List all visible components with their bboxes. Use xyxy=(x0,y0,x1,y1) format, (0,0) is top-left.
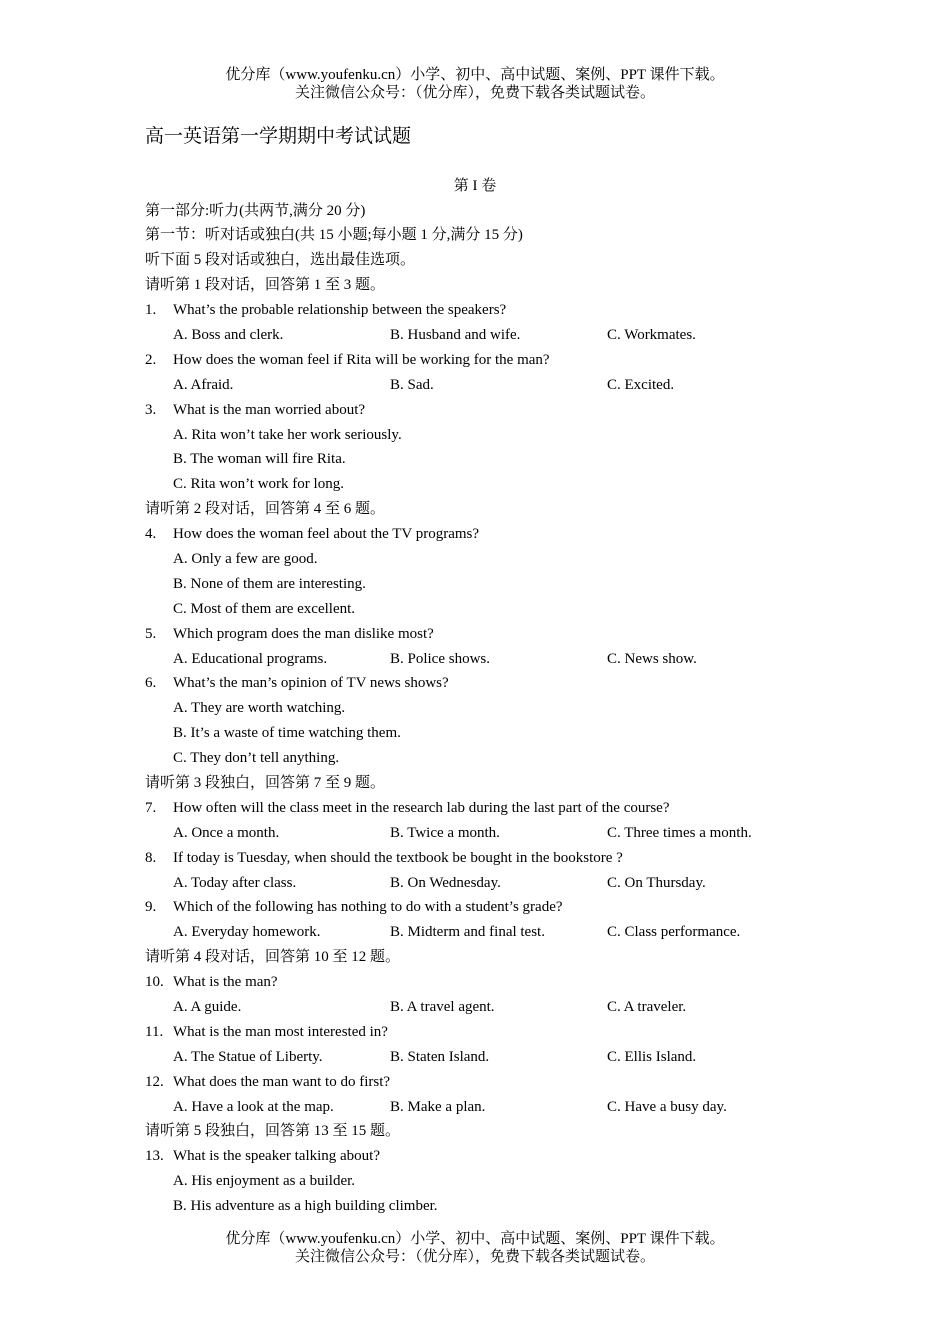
question-number: 11. xyxy=(145,1023,164,1040)
header-line-1: 优分库（www.youfenku.cn）小学、初中、高中试题、案例、PPT 课件下载。 xyxy=(225,66,725,83)
question-6 xyxy=(145,671,845,696)
option-row xyxy=(145,1169,845,1194)
question-number: 8. xyxy=(145,849,157,866)
option-row xyxy=(145,547,845,572)
option-a: A. Educational programs. xyxy=(173,650,328,667)
option-c: C. Most of them are excellent. xyxy=(173,600,356,617)
group-intro-text: 请听第 1 段对话，回答第 1 至 3 题。 xyxy=(145,277,386,294)
question-5-options xyxy=(145,647,845,672)
option-row xyxy=(145,597,845,622)
group-intro xyxy=(145,945,845,970)
option-row xyxy=(145,447,845,472)
instruction xyxy=(145,248,845,273)
question-number: 12. xyxy=(145,1073,164,1090)
option-b: B. Sad. xyxy=(390,376,434,393)
option-c: C. Workmates. xyxy=(607,326,696,343)
option-b: B. Husband and wife. xyxy=(390,326,521,343)
option-b: B. It’s a waste of time watching them. xyxy=(173,725,401,742)
question-7-options xyxy=(145,821,845,846)
exam-content xyxy=(145,199,845,1220)
section-heading-text: 第一节：听对话或独白(共 15 小题;每小题 1 分,满分 15 分) xyxy=(145,227,523,244)
question-9-options xyxy=(145,920,845,945)
question-text: What is the man? xyxy=(173,974,278,991)
option-a: A. Only a few are good. xyxy=(173,550,318,567)
question-8-options xyxy=(145,871,845,896)
question-number: 6. xyxy=(145,675,157,692)
option-a: A. A guide. xyxy=(173,999,242,1015)
option-c: C. Rita won’t work for long. xyxy=(173,476,344,493)
question-text: Which of the following has nothing to do with a student’s grade? xyxy=(173,899,563,916)
option-c: C. Class performance. xyxy=(607,924,741,941)
question-2 xyxy=(145,348,845,373)
question-number: 4. xyxy=(145,526,157,543)
question-text: What is the speaker talking about? xyxy=(173,1148,381,1165)
option-a: A. Boss and clerk. xyxy=(173,326,284,343)
option-a: A. They are worth watching. xyxy=(173,700,346,717)
group-intro xyxy=(145,273,845,298)
option-b: B. Twice a month. xyxy=(390,824,500,841)
question-1-options xyxy=(145,323,845,348)
option-row xyxy=(145,696,845,721)
option-row xyxy=(145,746,845,771)
option-b: B. The woman will fire Rita. xyxy=(173,451,346,468)
question-4 xyxy=(145,522,845,547)
option-b: B. None of them are interesting. xyxy=(173,575,366,592)
option-c: C. News show. xyxy=(607,650,697,667)
question-number: 1. xyxy=(145,302,157,319)
question-text: What’s the man’s opinion of TV news shows? xyxy=(173,675,449,692)
page-header xyxy=(0,66,950,103)
question-number: 2. xyxy=(145,351,157,368)
option-c: C. Ellis Island. xyxy=(607,1048,697,1065)
question-text: What is the man most interested in? xyxy=(173,1023,388,1040)
question-13 xyxy=(145,1144,845,1169)
option-a: A. Today after class. xyxy=(173,874,297,891)
group-intro xyxy=(145,497,845,522)
question-5 xyxy=(145,622,845,647)
group-intro-text: 请听第 5 段独白，回答第 13 至 15 题。 xyxy=(145,1123,401,1140)
question-text: How often will the class meet in the research lab during the last part of the course? xyxy=(173,799,670,816)
option-c: C. Excited. xyxy=(607,376,675,393)
group-intro xyxy=(145,1119,845,1144)
question-number: 3. xyxy=(145,401,157,418)
option-a: A. His enjoyment as a builder. xyxy=(173,1173,356,1190)
option-a: A. Have a look at the map. xyxy=(173,1098,334,1115)
question-number: 9. xyxy=(145,899,157,916)
question-text: What’s the probable relationship between the speakers? xyxy=(173,302,507,319)
option-b: B. Make a plan. xyxy=(390,1098,486,1115)
question-12-options xyxy=(145,1095,845,1120)
question-text: If today is Tuesday, when should the textbook be bought in the bookstore ? xyxy=(173,849,623,866)
question-1 xyxy=(145,298,845,323)
volume-label: 第 I 卷 xyxy=(453,177,497,194)
footer-line-1: 优分库（www.youfenku.cn）小学、初中、高中试题、案例、PPT 课件下载。 xyxy=(225,1230,725,1247)
option-a: A. Afraid. xyxy=(173,376,234,393)
question-text: What is the man worried about? xyxy=(173,401,366,418)
question-text: Which program does the man dislike most? xyxy=(173,625,434,642)
footer-line-2: 关注微信公众号：（优分库），免费下载各类试题试卷。 xyxy=(294,1249,655,1265)
option-b: B. On Wednesday. xyxy=(390,874,501,891)
option-b: B. Police shows. xyxy=(390,650,491,667)
option-a: A. Once a month. xyxy=(173,824,280,841)
question-10 xyxy=(145,970,845,995)
option-b: B. Staten Island. xyxy=(390,1048,490,1065)
question-number: 10. xyxy=(145,974,164,991)
question-8 xyxy=(145,846,845,871)
section-heading xyxy=(145,223,845,248)
option-a: A. Everyday homework. xyxy=(173,924,321,941)
option-c: C. Three times a month. xyxy=(607,824,752,841)
group-intro xyxy=(145,771,845,796)
instruction-text: 听下面 5 段对话或独白，选出最佳选项。 xyxy=(145,252,416,269)
group-intro-text: 请听第 4 段对话，回答第 10 至 12 题。 xyxy=(145,949,401,966)
question-11 xyxy=(145,1020,845,1045)
page-footer xyxy=(0,1230,950,1267)
question-3 xyxy=(145,398,845,423)
question-text: What does the man want to do first? xyxy=(173,1073,391,1090)
option-c: C. A traveler. xyxy=(607,999,687,1015)
option-c: C. Have a busy day. xyxy=(607,1098,727,1115)
part-heading xyxy=(145,199,845,224)
option-row xyxy=(145,721,845,746)
question-11-options xyxy=(145,1045,845,1070)
option-c: C. On Thursday. xyxy=(607,874,706,891)
question-12 xyxy=(145,1070,845,1095)
exam-title: 高一英语第一学期期中考试试题 xyxy=(145,126,412,147)
part-heading-text: 第一部分:听力(共两节,满分 20 分) xyxy=(145,202,366,219)
question-text: How does the woman feel about the TV programs? xyxy=(173,526,480,543)
question-9 xyxy=(145,895,845,920)
question-2-options xyxy=(145,373,845,398)
group-intro-text: 请听第 2 段对话，回答第 4 至 6 题。 xyxy=(145,501,386,518)
question-10-options xyxy=(145,995,845,1020)
group-intro-text: 请听第 3 段独白，回答第 7 至 9 题。 xyxy=(145,774,386,791)
header-line-2: 关注微信公众号：（优分库），免费下载各类试题试卷。 xyxy=(294,85,655,101)
option-c: C. They don’t tell anything. xyxy=(173,750,340,767)
option-a: A. The Statue of Liberty. xyxy=(173,1048,323,1065)
option-row xyxy=(145,1194,845,1219)
option-row xyxy=(145,423,845,448)
question-7 xyxy=(145,796,845,821)
option-a: A. Rita won’t take her work seriously. xyxy=(173,426,402,443)
option-row xyxy=(145,572,845,597)
option-b: B. Midterm and final test. xyxy=(390,924,545,941)
question-number: 7. xyxy=(145,799,157,816)
option-b: B. A travel agent. xyxy=(390,999,495,1015)
option-b: B. His adventure as a high building climber. xyxy=(173,1198,438,1215)
option-row xyxy=(145,472,845,497)
question-text: How does the woman feel if Rita will be working for the man? xyxy=(173,351,550,368)
question-number: 13. xyxy=(145,1148,164,1165)
question-number: 5. xyxy=(145,625,157,642)
